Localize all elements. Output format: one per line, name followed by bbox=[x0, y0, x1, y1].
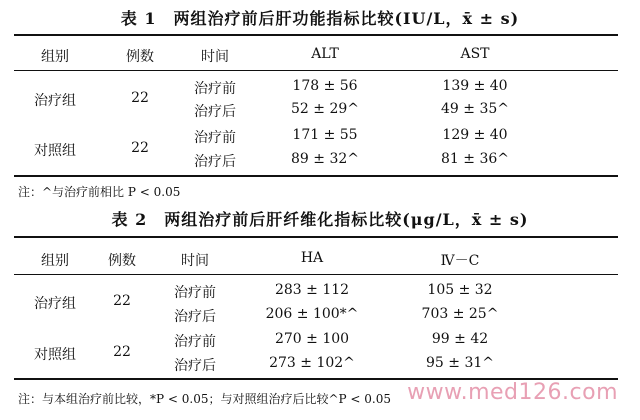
site-watermark: www.med126.com bbox=[407, 380, 618, 405]
table2-header-rule bbox=[14, 274, 618, 275]
table1-row2-alt-after: 89 ± 32^ bbox=[291, 151, 359, 167]
table2-title: 表 2 两组治疗前后肝纤维化指标比较(μg/L，x̄ ± s) bbox=[111, 210, 529, 229]
table2-row1-ivc-after: 703 ± 25^ bbox=[421, 306, 499, 322]
table1-header-rule bbox=[14, 70, 618, 71]
table2-row2-ha-before: 270 ± 100 bbox=[274, 331, 350, 347]
table2-header-ha: HA bbox=[300, 250, 324, 266]
table1-header-ast: AST bbox=[460, 46, 490, 62]
table1-header-n: 例数 bbox=[126, 49, 154, 65]
table2-row2-time-before: 治疗前 bbox=[174, 334, 216, 350]
table1-row1-alt-after: 52 ± 29^ bbox=[291, 101, 359, 117]
table2-row2-ivc-after: 95 ± 31^ bbox=[426, 355, 494, 371]
table1-row1-alt-before: 178 ± 56 bbox=[292, 78, 358, 94]
table2-note: 注：与本组治疗前比较，*P < 0.05；与对照组治疗后比较^P < 0.05 bbox=[18, 392, 392, 406]
table1-row2-alt-before: 171 ± 55 bbox=[292, 127, 358, 143]
table1-row2-ast-before: 129 ± 40 bbox=[442, 127, 508, 143]
table2-header-group: 组别 bbox=[41, 253, 69, 269]
table1-row2-time-before: 治疗前 bbox=[194, 130, 236, 146]
table1-header-time: 时间 bbox=[201, 49, 229, 65]
table1-row1-n: 22 bbox=[131, 90, 149, 106]
table1-row2-ast-after: 81 ± 36^ bbox=[441, 151, 509, 167]
table1-title: 表 1 两组治疗前后肝功能指标比较(IU/L，x̄ ± s) bbox=[120, 9, 520, 28]
table1-row2-time-after: 治疗后 bbox=[194, 154, 236, 170]
table2-row2-ivc-before: 99 ± 42 bbox=[431, 331, 489, 347]
table1-row1-ast-after: 49 ± 35^ bbox=[441, 101, 509, 117]
table2-row1-ha-before: 283 ± 112 bbox=[274, 282, 350, 298]
table2-row1-ha-after: 206 ± 100*^ bbox=[265, 306, 359, 322]
table2-row1-time-after: 治疗后 bbox=[174, 309, 216, 325]
table1-row2-n: 22 bbox=[131, 140, 149, 156]
table1-header-group: 组别 bbox=[41, 49, 69, 65]
table1-note: 注：^与治疗前相比 P < 0.05 bbox=[18, 185, 181, 199]
table2-row2-ha-after: 273 ± 102^ bbox=[269, 355, 355, 371]
table1-row2-group: 对照组 bbox=[34, 143, 76, 159]
table2-row1-group: 治疗组 bbox=[34, 296, 76, 312]
table1-row1-ast-before: 139 ± 40 bbox=[442, 78, 508, 94]
table2-row2-group: 对照组 bbox=[34, 347, 76, 363]
table2-header-n: 例数 bbox=[108, 253, 136, 269]
table2-row1-n: 22 bbox=[113, 293, 131, 309]
table2-header-ivc: Ⅳ－C bbox=[440, 253, 480, 269]
table1-top-rule bbox=[14, 34, 618, 36]
table2-row1-time-before: 治疗前 bbox=[174, 285, 216, 301]
table1-row1-time-after: 治疗后 bbox=[194, 104, 236, 120]
table2-row2-time-after: 治疗后 bbox=[174, 358, 216, 374]
table2-row1-ivc-before: 105 ± 32 bbox=[427, 282, 493, 298]
table2-top-rule bbox=[14, 236, 618, 238]
table2-header-time: 时间 bbox=[181, 253, 209, 269]
table2-row2-n: 22 bbox=[113, 344, 131, 360]
table1-row1-group: 治疗组 bbox=[34, 93, 76, 109]
table1-bottom-rule bbox=[14, 175, 618, 177]
table1-header-alt: ALT bbox=[311, 46, 339, 62]
table1-row1-time-before: 治疗前 bbox=[194, 81, 236, 97]
